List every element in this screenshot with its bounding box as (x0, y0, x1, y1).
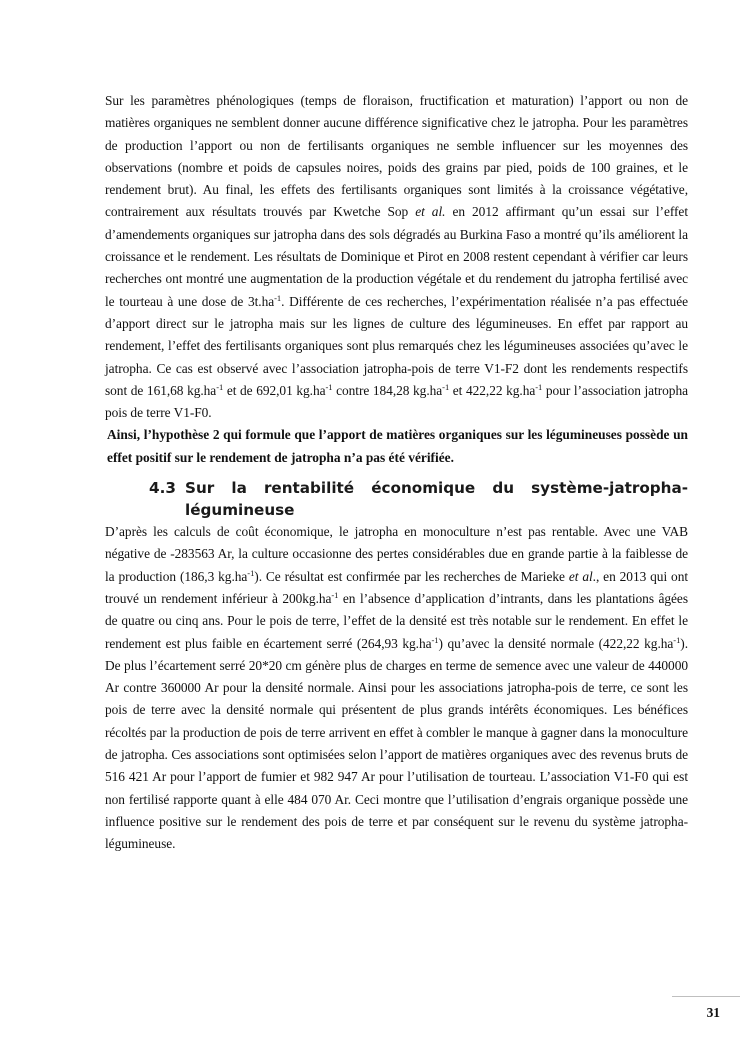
text-segment: ). Ce résultat est confirmée par les recherches de Marieke (254, 568, 569, 584)
superscript: -1 (673, 634, 681, 645)
text-segment: . Différente de ces recherches, l’expérimentation réalisée n’a pas effectuée d’apport direct sur le jatropha mais sur les lignes de culture des légumineuses. En effet par rapport au rendement, l’effet des fertilisants organiques sont plus remarqués chez les légumineuses associées qu’avec le jatropha. Ce cas est observé avec l’association jatropha-pois de terre V1-F2 dont les rendements respectifs sont de 161,68 kg.ha (105, 293, 688, 398)
text-segment: D’après les calculs de coût économique, le jatropha en monoculture n’est pas rentable. Avec une VAB négative de -283563 Ar, la culture occasionne des pertes considérables due en grande partie à la faiblesse de la production (186,3 kg.ha (105, 524, 688, 584)
text-segment: en l’absence d’application d’intrants, dans les plantations âgées de quatre ou cinq ans. Pour le pois de terre, l’effet de la densité est très notable sur le rendement. En effet le rendement est plus faible en écartement serré (264,93 kg.ha (105, 590, 688, 651)
section-title-line-1: Sur la rentabilité économique du système-jatropha- (185, 479, 688, 498)
text-segment: pour l’association jatropha pois de terre V1-F0. (105, 382, 688, 421)
footer-divider (672, 996, 740, 997)
section-number: 4.3 (149, 479, 176, 498)
page-number: 31 (706, 1005, 720, 1020)
page-content (105, 90, 688, 856)
superscript: -1 (247, 567, 255, 578)
text-segment: ). De plus l’écartement serré 20*20 cm génère plus de charges en terme de semence avec une valeur de 440000 Ar contre 360000 Ar pour la densité normale. Ainsi pour les associations jatropha-pois de terre, ce sont les pois de terre avec la densité normale qui présentent de plus grands intérêts économiques. Les bénéfices récoltés par la production de pois de terre arrivent en effet à combler le manque à gagner dans la monoculture de jatropha. Ces associations sont optimisées selon l’apport de matières organiques avec des revenus bruts de 516 421 Ar pour l’apport de fumier et 982 947 Ar pour l’utilisation de tourteau. L’association V1-F0 qui est non fertilisé rapporte quant à elle 484 070 Ar. Ceci montre que l’utilisation d’engrais organique possède une influence positive sur le rendement des pois de terre et par conséquent sur le revenu du système jatropha-légumineuse. (105, 635, 688, 852)
hypothesis-conclusion: Ainsi, l’hypothèse 2 qui formule que l’apport de matières organiques sur les légumineuses possède un effet positif sur le rendement de jatropha n’a pas été vérifiée. (107, 427, 688, 465)
text-segment: et 422,22 kg.ha (449, 382, 536, 398)
discussion-paragraph-2 (105, 521, 688, 855)
superscript: -1 (535, 381, 543, 392)
section-title (185, 477, 688, 521)
text-segment: ) qu’avec la densité normale (422,22 kg.ha (438, 635, 674, 651)
text-segment: ., en 2013 qui ont trouvé un rendement inférieur à 200kg.ha (105, 568, 689, 606)
italic-citation: et al. (415, 204, 446, 220)
superscript: -1 (431, 634, 439, 645)
text-segment: contre 184,28 kg.ha (332, 382, 443, 398)
superscript: -1 (442, 381, 450, 392)
superscript: -1 (331, 589, 339, 600)
section-heading (105, 477, 688, 521)
section-title-line-2: légumineuse (185, 501, 295, 520)
superscript: -1 (216, 381, 224, 392)
discussion-paragraph-1 (105, 90, 688, 424)
superscript: -1 (274, 292, 282, 303)
italic-citation: et al (568, 568, 593, 584)
superscript: -1 (325, 381, 333, 392)
text-segment: Sur les paramètres phénologiques (temps de floraison, fructification et maturation) l’apport ou non de matières organiques ne semblent donner aucune différence significative chez le jatropha. Pour les paramètres de production l’apport ou non de fertilisants organiques ne semble influencer sur les moyennes des observations (nombre et poids de capsules noires, poids des grains par pied, poids de 100 graines, et le rendement brut). Au final, les effets des fertilisants organiques sont limités à la croissance végétative, contrairement aux résultats trouvés par Kwetche Sop (105, 93, 688, 220)
text-segment: en 2012 affirmant qu’un essai sur l’effet d’amendements organiques sur jatropha dans des sols dégradés au Burkina Faso a montré qu’ils améliorent la croissance et le rendement. Les résultats de Dominique et Pirot en 2008 restent cependant à vérifier car leurs recherches ont montré une augmentation de la production végétale et du rendement du jatropha fertilisé avec le tourteau à une dose de 3t.ha (105, 204, 688, 309)
text-segment: et de 692,01 kg.ha (223, 382, 326, 398)
